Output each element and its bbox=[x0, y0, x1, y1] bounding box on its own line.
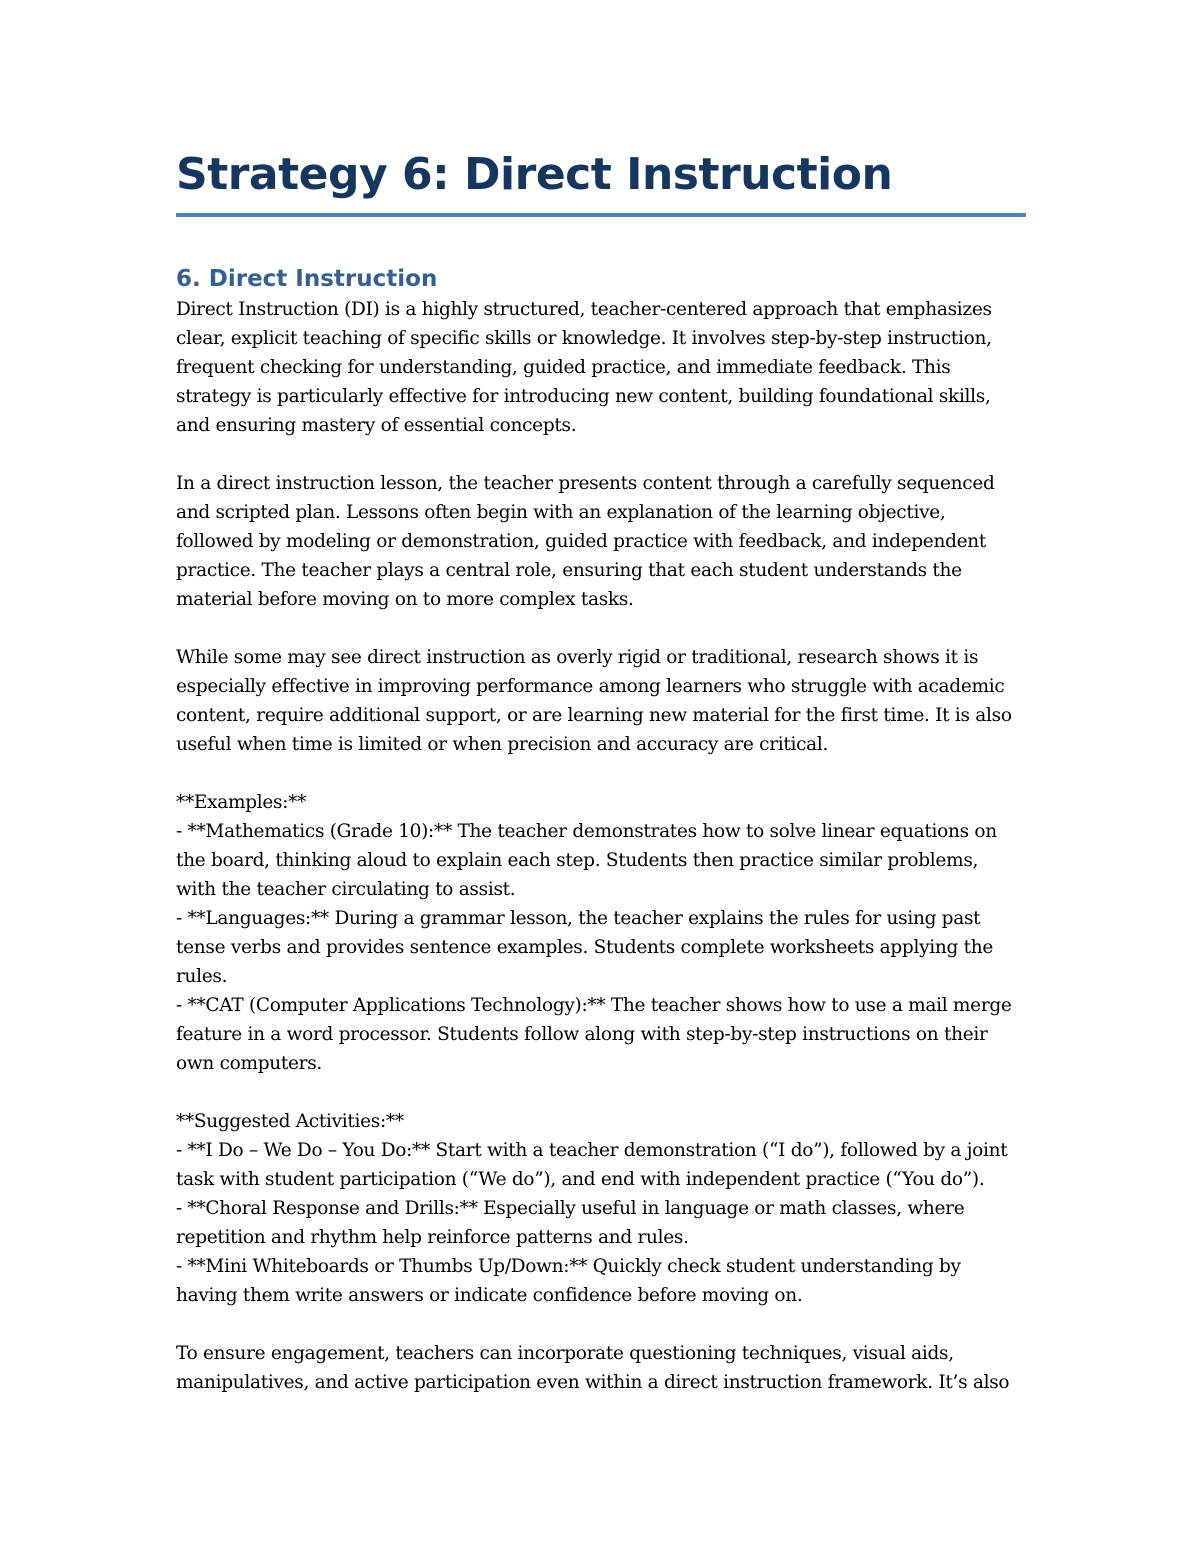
title-underline bbox=[176, 213, 1026, 217]
examples-heading: **Examples:** bbox=[176, 792, 307, 813]
page-content bbox=[176, 143, 1026, 1397]
activity-item-whiteboards: - **Mini Whiteboards or Thumbs Up/Down:** Quickly check student understanding by having them write answers or indicate confidence before moving on. bbox=[176, 1256, 961, 1306]
document-title: Strategy 6: Direct Instruction bbox=[176, 149, 893, 200]
paragraph-3: While some may see direct instruction as overly rigid or traditional, research shows it is especially effective in improving performance among learners who struggle with academic content, require additional support, or are learning new material for the first time. It is also useful when time is limited or when precision and accuracy are critical. bbox=[176, 647, 1012, 755]
activities-heading: **Suggested Activities:** bbox=[176, 1111, 404, 1132]
example-item-math: - **Mathematics (Grade 10):** The teacher demonstrates how to solve linear equations on the board, thinking aloud to explain each step. Students then practice similar problems, with the teacher circulating to assist. bbox=[176, 821, 997, 900]
paragraph-1: Direct Instruction (DI) is a highly structured, teacher-centered approach that emphasizes clear, explicit teaching of specific skills or knowledge. It involves step-by-step instruction, frequent checking for understanding, guided practice, and immediate feedback. This strategy is particularly effective for introducing new content, building foundational skills, and ensuring mastery of essential concepts. bbox=[176, 299, 992, 436]
closing-paragraph: To ensure engagement, teachers can incorporate questioning techniques, visual aids, manipulatives, and active participation even within a direct instruction framework. It’s also bbox=[176, 1343, 1010, 1393]
section-heading: 6. Direct Instruction bbox=[176, 266, 438, 292]
example-item-languages: - **Languages:** During a grammar lesson, the teacher explains the rules for using past tense verbs and provides sentence examples. Students complete worksheets applying the rules. bbox=[176, 908, 993, 987]
document-body bbox=[176, 295, 1026, 1397]
paragraph-2: In a direct instruction lesson, the teacher presents content through a carefully sequenced and scripted plan. Lessons often begin with an explanation of the learning objective, followed by modeling or demonstration, guided practice with feedback, and independent practice. The teacher plays a central role, ensuring that each student understands the material before moving on to more complex tasks. bbox=[176, 473, 995, 610]
example-item-cat: - **CAT (Computer Applications Technology):** The teacher shows how to use a mail merge feature in a word processor. Students follow along with step-by-step instructions on their own computers. bbox=[176, 995, 1012, 1074]
activity-item-i-do: - **I Do – We Do – You Do:** Start with a teacher demonstration (“I do”), followed by a joint task with student participation (“We do”), and end with independent practice (“You do”). bbox=[176, 1140, 1008, 1190]
activity-item-choral: - **Choral Response and Drills:** Especially useful in language or math classes, where repetition and rhythm help reinforce patterns and rules. bbox=[176, 1198, 965, 1248]
